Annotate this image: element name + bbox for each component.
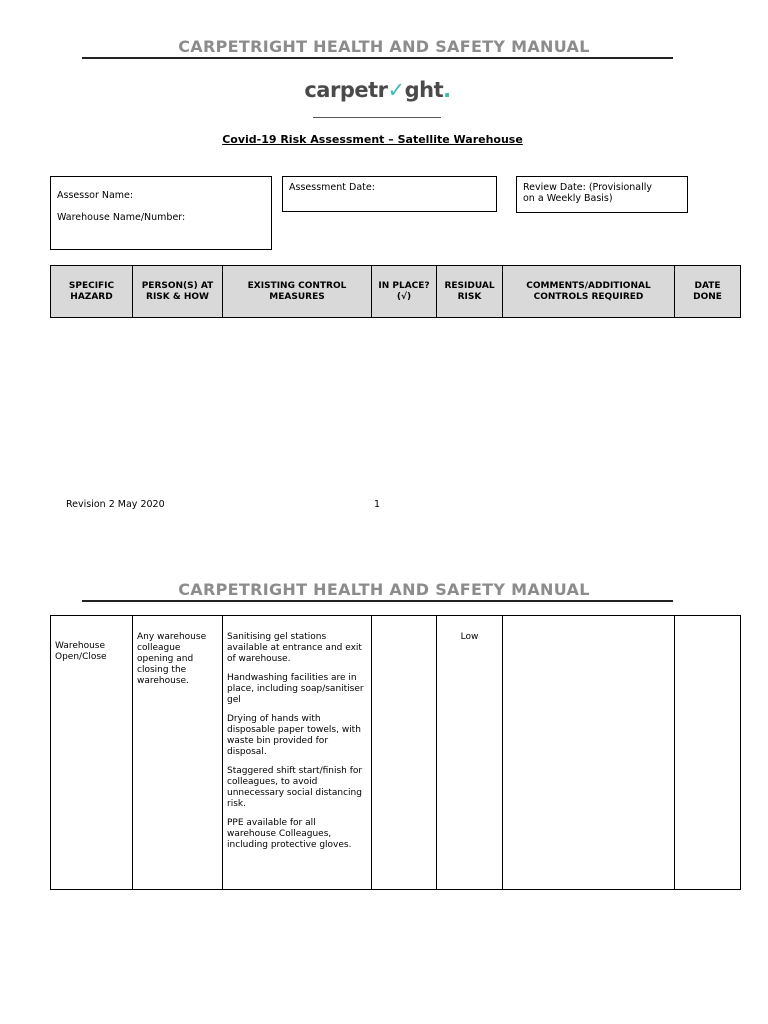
col-persons-at-risk: PERSON(S) AT RISK & HOW — [133, 266, 223, 318]
footer-page-number: 1 — [374, 499, 381, 510]
control-measure: Sanitising gel stations available at entrance and exit of warehouse. — [227, 632, 362, 664]
footer-revision: Revision 2 May 2020 — [66, 499, 165, 510]
cell-hazard: Warehouse Open/Close — [51, 616, 133, 890]
control-measure: Drying of hands with disposable paper towels, with waste bin provided for disposal. — [227, 714, 361, 757]
review-date-line-1: Review Date: (Provisionally — [523, 182, 653, 193]
logo-rule — [313, 117, 441, 118]
cell-date-done — [675, 616, 741, 890]
col-residual-risk: RESIDUAL RISK — [437, 266, 503, 318]
document-title: Covid-19 Risk Assessment – Satellite Warehouse — [222, 133, 523, 146]
col-existing-control-measures: EXISTING CONTROL MEASURES — [223, 266, 372, 318]
risk-table-body — [50, 615, 741, 890]
warehouse-name-label: Warehouse Name/Number: — [57, 212, 186, 223]
assessment-date-label: Assessment Date: — [289, 182, 375, 193]
assessor-name-label: Assessor Name: — [57, 190, 134, 201]
review-date-box — [516, 176, 688, 213]
header-row — [51, 266, 741, 318]
cell-persons: Any warehouse colleague opening and closing the warehouse. — [133, 616, 223, 890]
assessor-box — [50, 176, 272, 250]
header-rule-page-2 — [82, 600, 673, 602]
table-row — [51, 616, 741, 890]
control-measure: Handwashing facilities are in place, including soap/sanitiser gel — [227, 673, 364, 705]
control-measure: Staggered shift start/finish for colleagues, to avoid unnecessary social distancing risk. — [227, 766, 363, 809]
carpetright-logo: carpetr✓ght. — [304, 78, 451, 102]
col-date-done: DATE DONE — [675, 266, 741, 318]
cell-residual-risk: Low — [437, 616, 503, 890]
header-rule — [82, 57, 673, 59]
col-specific-hazard: SPECIFIC HAZARD — [51, 266, 133, 318]
review-date-line-2: on a Weekly Basis) — [523, 193, 613, 204]
cell-controls — [223, 616, 372, 890]
manual-header-page-2: CARPETRIGHT HEALTH AND SAFETY MANUAL — [178, 580, 590, 599]
risk-table-header — [50, 265, 741, 318]
cell-in-place — [372, 616, 437, 890]
check-icon: ✓ — [387, 78, 405, 102]
col-in-place: IN PLACE? (√) — [372, 266, 437, 318]
control-measure: PPE available for all warehouse Colleagues, including protective gloves. — [227, 818, 352, 850]
col-comments: COMMENTS/ADDITIONAL CONTROLS REQUIRED — [503, 266, 675, 318]
cell-comments — [503, 616, 675, 890]
manual-header: CARPETRIGHT HEALTH AND SAFETY MANUAL — [178, 37, 590, 56]
assessment-date-box — [282, 176, 497, 212]
